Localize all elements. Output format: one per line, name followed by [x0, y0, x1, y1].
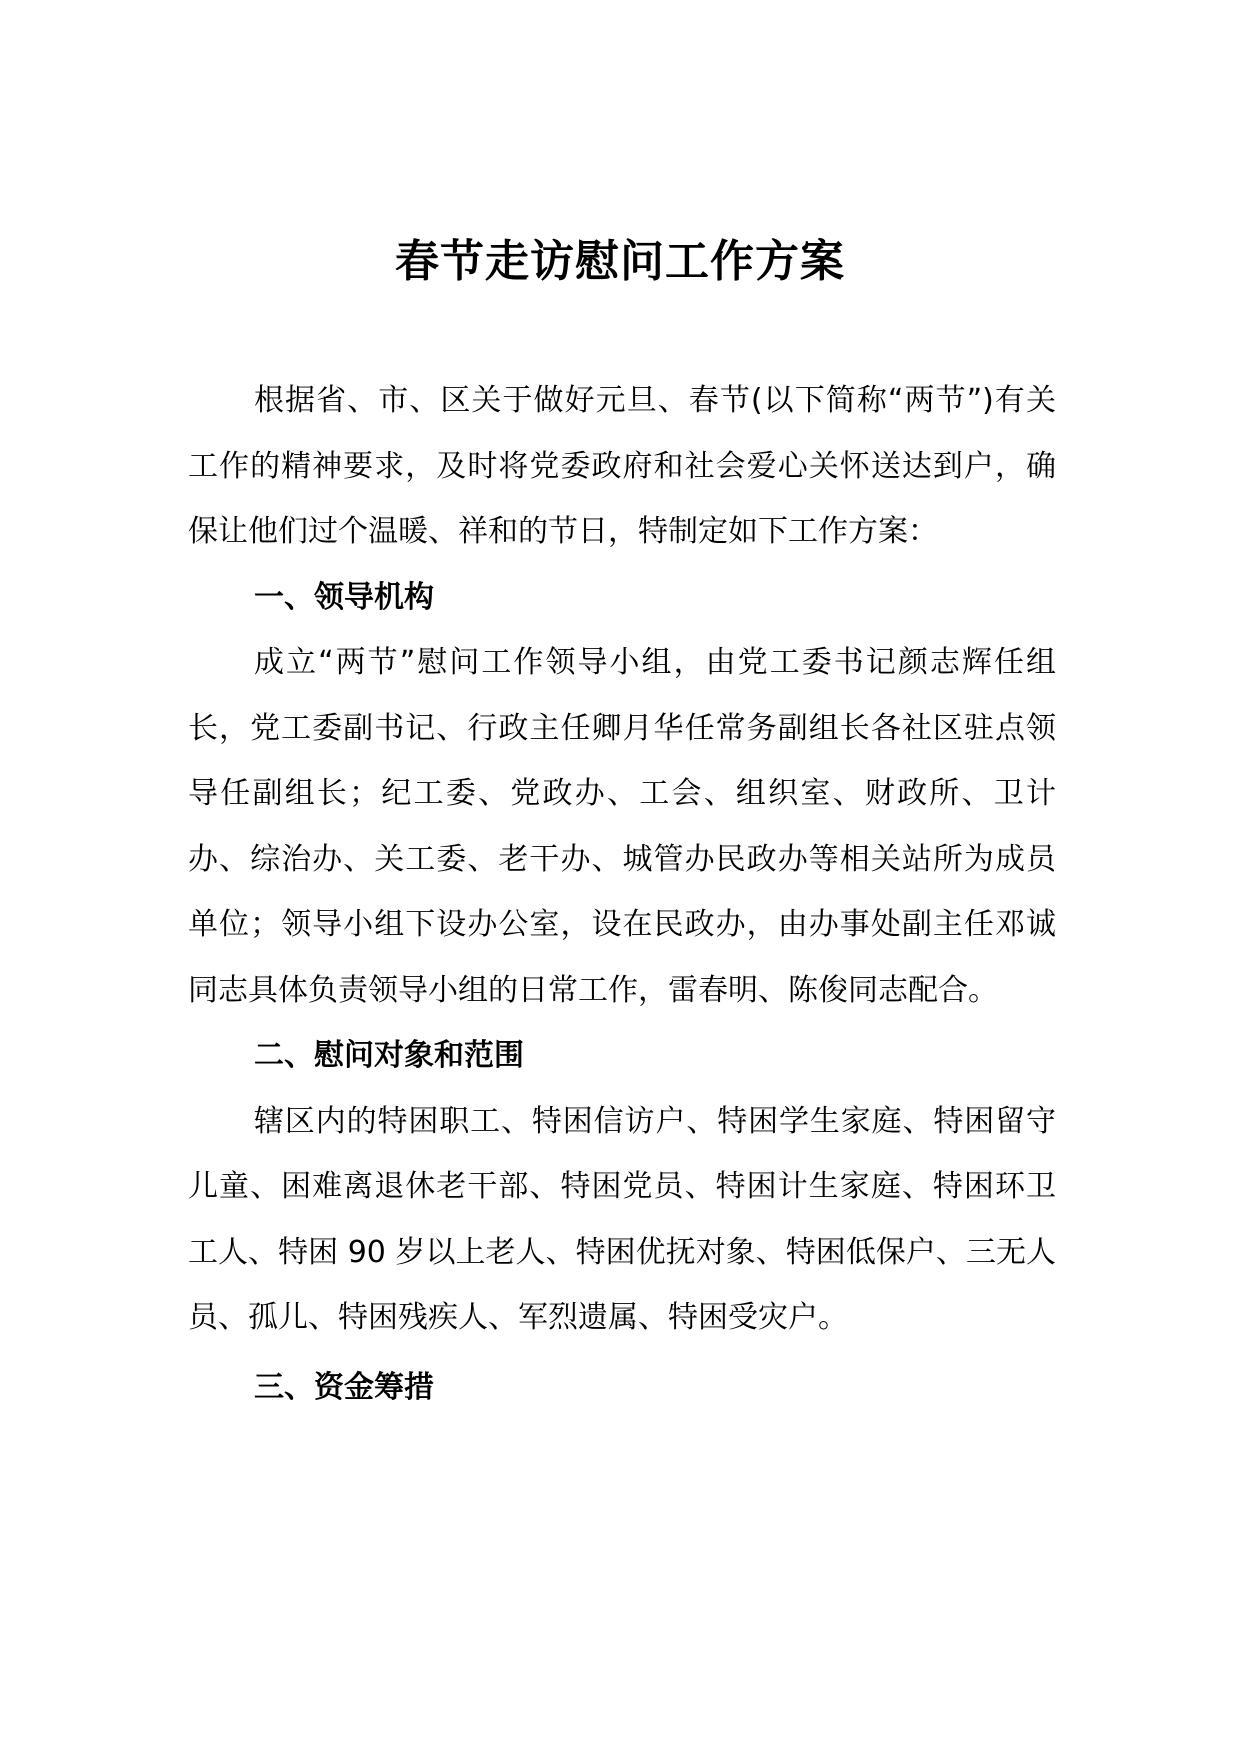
document-title: 春节走访慰问工作方案 [395, 236, 845, 287]
document-body [188, 368, 1056, 1420]
intro-paragraph: 根据省、市、区关于做好元旦、春节(以下简称“两节”)有关工作的精神要求，及时将党委政府和社会爱心关怀送达到户，确保让他们过个温暖、祥和的节日，特制定如下工作方案： [188, 383, 1056, 549]
section-body-leadership: 成立“两节”慰问工作领导小组，由党工委书记颜志辉任组长，党工委副书记、行政主任卿月华任常务副组长各社区驻点领导任副组长；纪工委、党政办、工会、组织室、财政所、卫计办、综治办、关工委、老干办、城管办民政办等相关站所为成员单位；领导小组下设办公室，设在民政办，由办事处副主任邓诚同志具体负责领导小组的日常工作，雷春明、陈俊同志配合。 [188, 645, 1056, 1008]
section-heading-funding: 三、资金筹措 [254, 1369, 434, 1405]
section-heading-targets: 二、慰问对象和范围 [254, 1038, 524, 1073]
section-heading-leadership: 一、领导机构 [254, 579, 434, 615]
section-body-targets: 辖区内的特困职工、特困信访户、特困学生家庭、特困留守儿童、困难离退休老干部、特困党员、特困计生家庭、特困环卫工人、特困 90 岁以上老人、特困优抚对象、特困低保户、三无人员、孤儿、特困残疾人、军烈遗属、特困受灾户。 [188, 1103, 1056, 1335]
